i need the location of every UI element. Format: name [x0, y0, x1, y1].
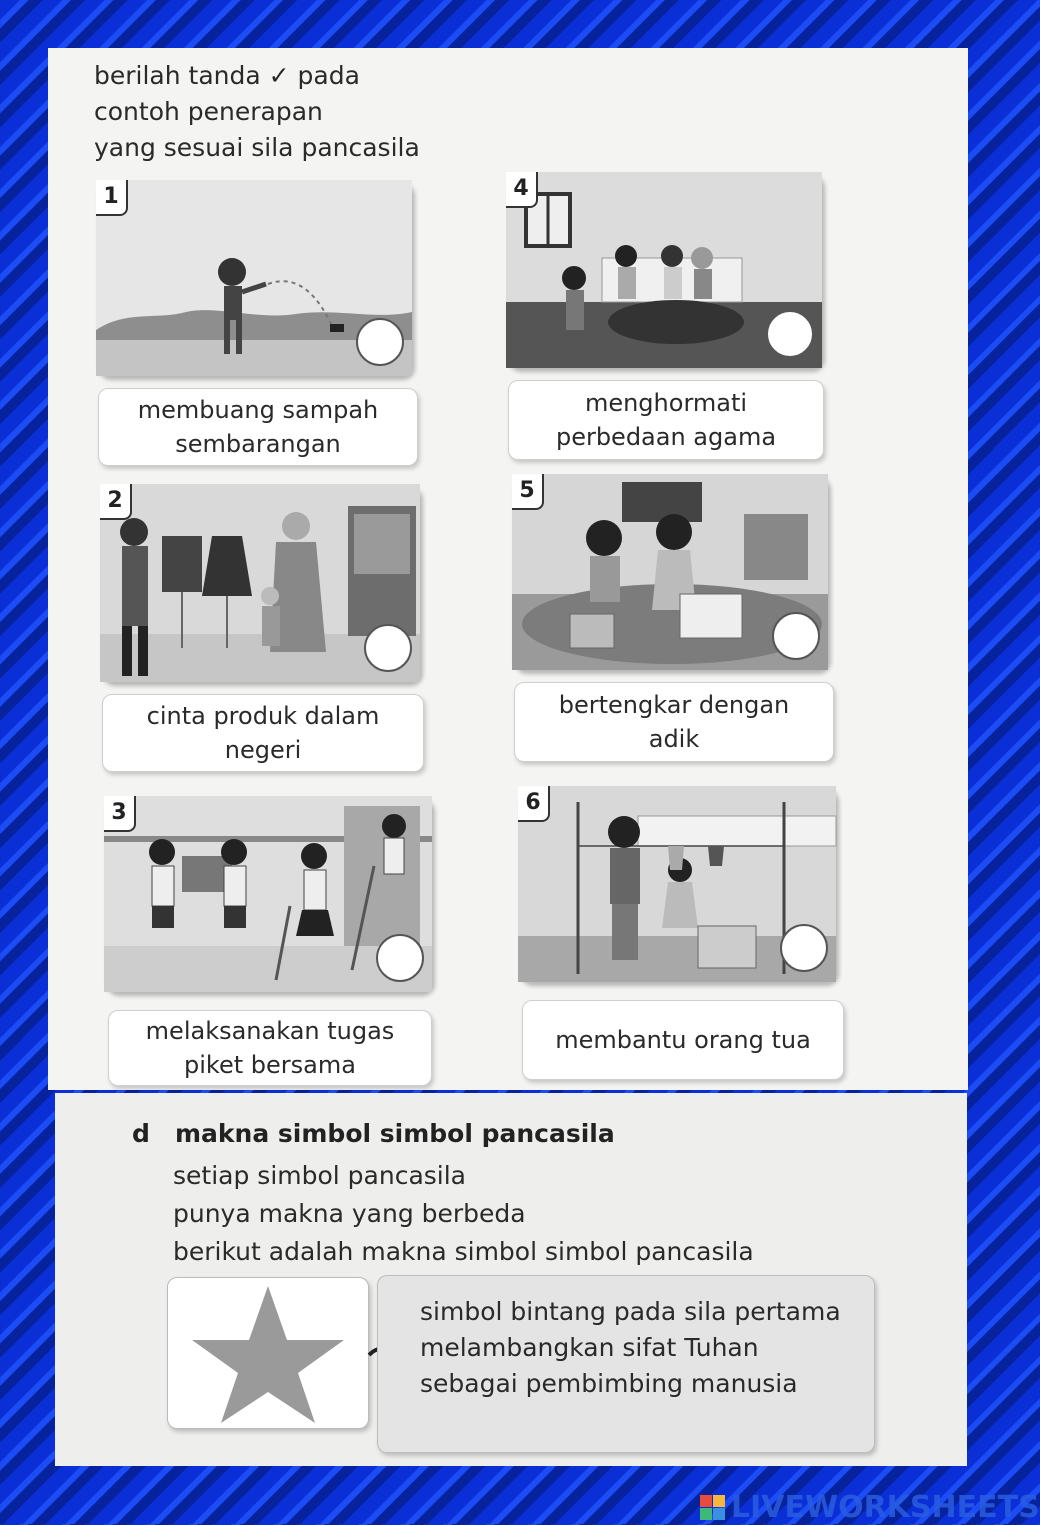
- section-body: [173, 1157, 754, 1271]
- body-line: setiap simbol pancasila: [173, 1161, 467, 1190]
- liveworksheets-logo: [700, 1490, 1040, 1525]
- worksheet-page: [48, 48, 968, 1090]
- star-description-box: [377, 1275, 875, 1453]
- worksheet-section-d: [55, 1093, 967, 1466]
- picture-card-4: [506, 172, 822, 368]
- caption-box-2: [102, 694, 424, 772]
- caption-box-4: [508, 380, 824, 460]
- caption-line: melaksanakan tugas: [145, 1017, 395, 1045]
- item-number: 6: [518, 786, 550, 822]
- picture-card-5: [512, 474, 828, 670]
- caption-box-5: [514, 682, 834, 762]
- picture-card-1: [96, 180, 412, 376]
- caption-line: membuang sampah: [137, 396, 379, 424]
- checkbox-circle[interactable]: [376, 934, 424, 982]
- caption-box-6: [522, 1000, 844, 1080]
- caption-line: adik: [648, 725, 700, 753]
- checkbox-circle[interactable]: [766, 310, 814, 358]
- body-line: berikut adalah makna simbol simbol pancasila: [173, 1237, 754, 1266]
- item-number: 5: [512, 474, 544, 510]
- section-letter: d: [132, 1119, 150, 1148]
- checkbox-circle[interactable]: [772, 612, 820, 660]
- caption-line: bertengkar dengan: [558, 691, 790, 719]
- instruction-line: contoh penerapan: [94, 97, 323, 126]
- picture-card-2: [100, 484, 420, 682]
- section-title: makna simbol simbol pancasila: [175, 1119, 615, 1148]
- item-number: 1: [96, 180, 128, 216]
- description-line: sebagai pembimbing manusia: [420, 1369, 798, 1398]
- description-line: melambangkan sifat Tuhan: [420, 1333, 759, 1362]
- checkbox-circle[interactable]: [364, 624, 412, 672]
- picture-card-3: [104, 796, 432, 992]
- instruction-line: yang sesuai sila pancasila: [94, 133, 420, 162]
- instruction-line: berilah tanda ✓ pada: [94, 61, 360, 90]
- caption-line: cinta produk dalam: [146, 702, 380, 730]
- picture-card-6: [518, 786, 836, 982]
- caption-line: negeri: [224, 736, 302, 764]
- instruction-text: [94, 58, 420, 166]
- caption-line: sembarangan: [175, 430, 341, 458]
- item-number: 2: [100, 484, 132, 520]
- watermark-text: LIVEWORKSHEETS: [731, 1490, 1040, 1525]
- caption-line: membantu orang tua: [555, 1026, 811, 1054]
- item-number: 3: [104, 796, 136, 832]
- description-line: simbol bintang pada sila pertama: [420, 1297, 841, 1326]
- checkbox-circle[interactable]: [356, 318, 404, 366]
- star-symbol-box: [167, 1277, 369, 1429]
- star-icon: [168, 1278, 368, 1428]
- caption-box-3: [108, 1010, 432, 1086]
- checkbox-circle[interactable]: [780, 924, 828, 972]
- logo-tiles-icon: [700, 1495, 725, 1520]
- caption-line: perbedaan agama: [555, 423, 777, 451]
- caption-box-1: [98, 388, 418, 466]
- caption-line: menghormati: [584, 389, 748, 417]
- item-number: 4: [506, 172, 538, 208]
- caption-line: piket bersama: [184, 1051, 356, 1079]
- body-line: punya makna yang berbeda: [173, 1199, 526, 1228]
